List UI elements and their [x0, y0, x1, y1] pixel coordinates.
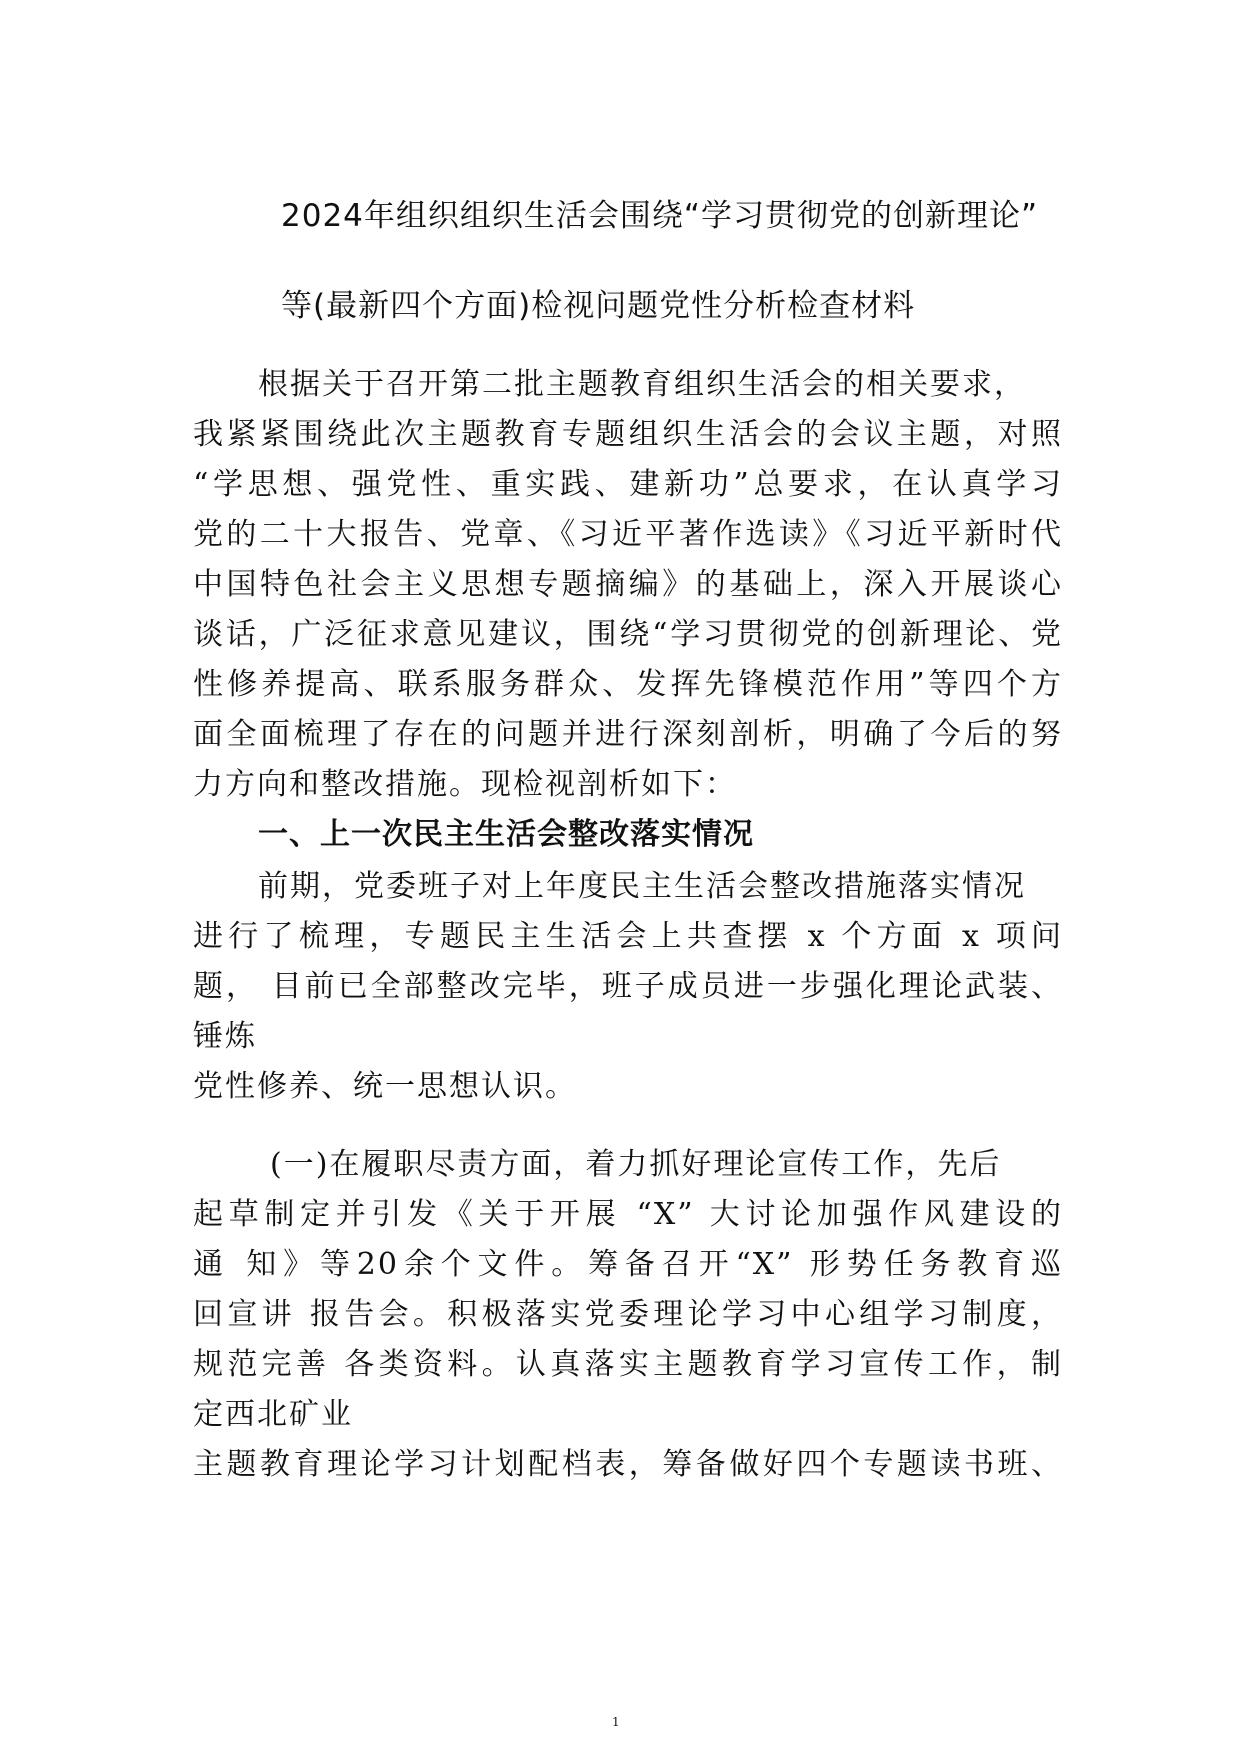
section-paragraph-line: 前期，党委班子对上年度民主生活会整改措施落实情况 — [258, 869, 1026, 904]
intro-paragraph-line: 面全面梳理了存在的问题并进行深刻剖析，明确了今后的努 — [193, 717, 1063, 752]
intro-paragraph-line: 中国特色社会主义思想专题摘编》的基础上，深入开展谈心 — [193, 567, 1063, 602]
subsection-paragraph-line: 起草制定并引发《关于开展 “X” 大讨论加强作风建设的 — [193, 1197, 1063, 1232]
document-title-line-2: 等(最新四个方面)检视问题党性分析检查材料 — [281, 288, 916, 324]
section-paragraph-line: 锤炼 — [193, 1019, 257, 1054]
intro-paragraph-line: 力方向和整改措施。现检视剖析如下： — [193, 767, 737, 802]
section-paragraph-line: 题， 目前已全部整改完毕，班子成员进一步强化理论武装、 — [193, 969, 1063, 1004]
subsection-paragraph-line: 主题教育理论学习计划配档表，筹备做好四个专题读书班、 — [193, 1447, 1063, 1482]
page-number: 1 — [612, 1715, 620, 1729]
subsection-paragraph-line: 回宣讲 报告会。积极落实党委理论学习中心组学习制度， — [193, 1297, 1063, 1332]
intro-paragraph-line: “学思想、强党性、重实践、建新功”总要求，在认真学习 — [193, 467, 1063, 502]
intro-paragraph-line: 谈话，广泛征求意见建议，围绕“学习贯彻党的创新理论、党 — [193, 617, 1063, 652]
subsection-paragraph-line: (一)在履职尽责方面，着力抓好理论宣传工作，先后 — [270, 1147, 1002, 1182]
subsection-paragraph-line: 定西北矿业 — [193, 1397, 353, 1432]
intro-paragraph-line: 党的二十大报告、党章、《习近平著作选读》《习近平新时代 — [193, 517, 1063, 552]
intro-paragraph-line: 根据关于召开第二批主题教育组织生活会的相关要求， — [258, 367, 1026, 402]
intro-paragraph-line: 我紧紧围绕此次主题教育专题组织生活会的会议主题，对照 — [193, 417, 1063, 452]
subsection-paragraph-line: 规范完善 各类资料。认真落实主题教育学习宣传工作，制 — [193, 1347, 1063, 1382]
section-paragraph-line: 党性修养、统一思想认识。 — [193, 1069, 577, 1104]
document-title-line-1: 2024年组织组织生活会围绕“学习贯彻党的创新理论” — [281, 198, 1039, 234]
subsection-paragraph-line: 通 知》等20余个文件。筹备召开“X” 形势任务教育巡 — [193, 1247, 1063, 1282]
section-paragraph-line: 进行了梳理，专题民主生活会上共查摆 x 个方面 x 项问 — [193, 919, 1063, 954]
intro-paragraph-line: 性修养提高、联系服务群众、发挥先锋模范作用”等四个方 — [193, 667, 1063, 702]
section-heading: 一、上一次民主生活会整改落实情况 — [258, 817, 754, 852]
